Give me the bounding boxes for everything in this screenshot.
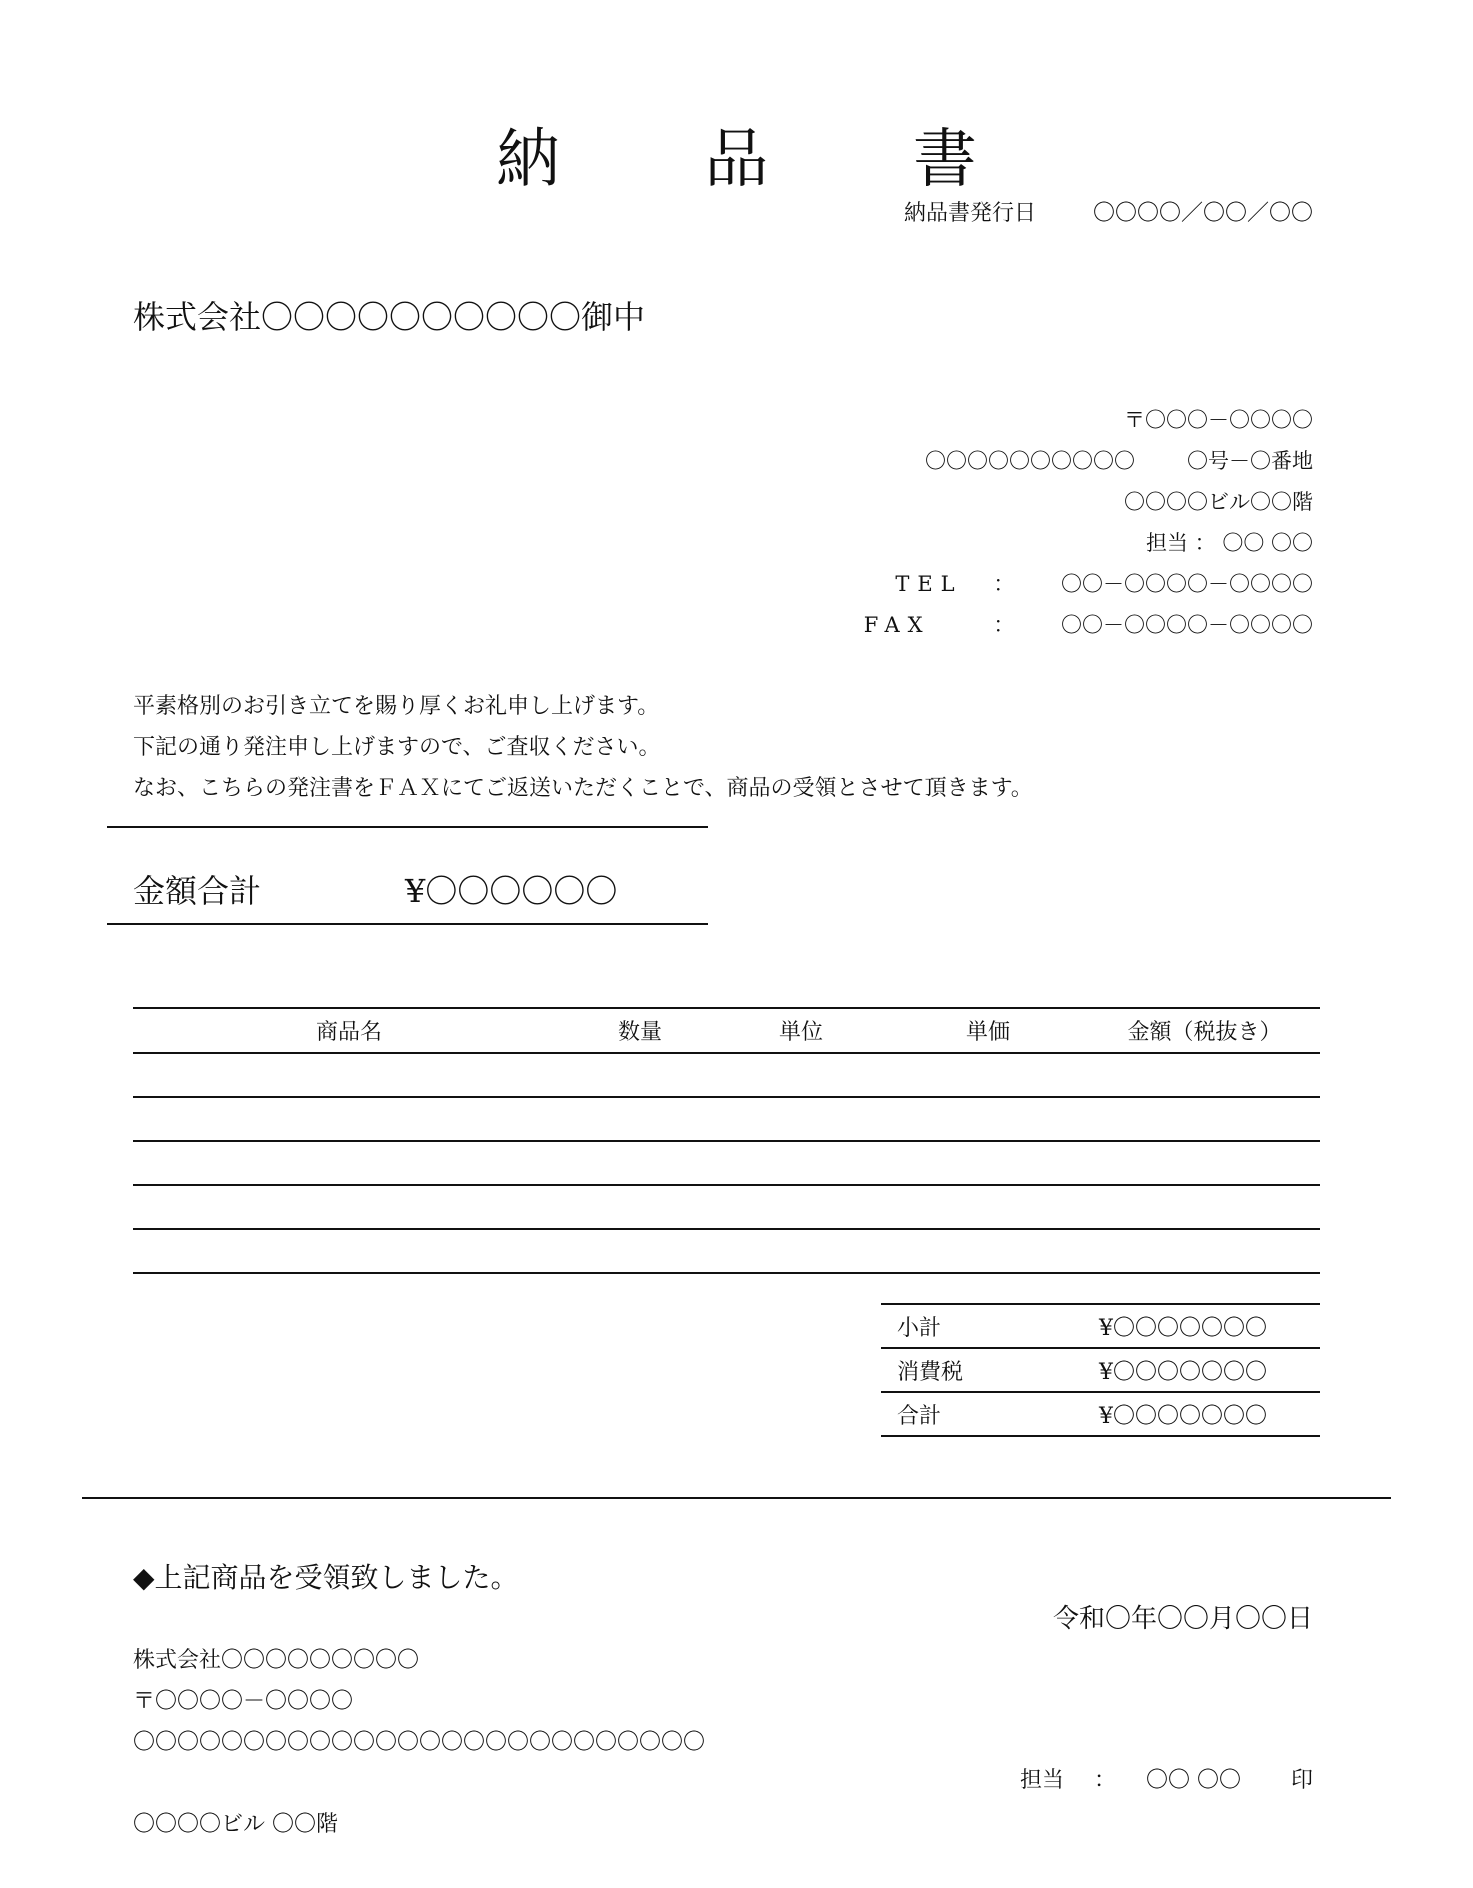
header-product-name: 商品名: [133, 1008, 565, 1053]
message-line-1: 平素格別のお引き立てを賜り厚くお礼申し上げます。: [133, 694, 660, 719]
grand-total-label: 合計: [881, 1392, 1089, 1436]
table-row: [133, 1141, 1320, 1185]
header-amount: 金額（税抜き）: [1089, 1008, 1320, 1053]
items-table: [133, 1007, 1320, 1274]
table-row: [133, 1185, 1320, 1229]
receipt-company: 株式会社〇〇〇〇〇〇〇〇〇: [133, 1648, 420, 1673]
section-divider: [82, 1497, 1391, 1499]
header-unit-price: 単価: [887, 1008, 1089, 1053]
total-value: ¥〇〇〇〇〇〇: [405, 872, 618, 910]
table-row: [133, 1053, 1320, 1097]
tax-row: [881, 1348, 1320, 1392]
sender-block: [864, 400, 1313, 646]
sender-tel: [864, 564, 1313, 605]
receipt-person-colon: ：: [1093, 1768, 1116, 1793]
sender-building: 〇〇〇〇ビル〇〇階: [1124, 490, 1313, 514]
receipt-address-line: [133, 1722, 705, 1845]
message-line-2: 下記の通り発注申し上げますので、ご査収ください。: [133, 735, 661, 760]
sender-fax: [864, 605, 1313, 646]
total-label: 金額合計: [133, 872, 262, 910]
fax-colon: ：: [993, 613, 1015, 637]
document-title: 納 品 書: [496, 123, 1039, 197]
header-unit: 単位: [715, 1008, 887, 1053]
subtotal-row: [881, 1304, 1320, 1348]
receipt-signature-line: [1020, 1763, 1313, 1794]
table-row: [133, 1229, 1320, 1273]
fax-label: FAX: [863, 613, 931, 637]
grand-total-value: ¥〇〇〇〇〇〇〇: [1089, 1392, 1320, 1436]
header-quantity: 数量: [565, 1008, 715, 1053]
sender-person: 担当 ： 〇〇 〇〇: [1145, 531, 1313, 555]
sender-address: [864, 441, 1313, 482]
addressee: 株式会社〇〇〇〇〇〇〇〇〇〇御中: [133, 298, 646, 336]
summary-table: [881, 1303, 1320, 1437]
table-row: [133, 1097, 1320, 1141]
receipt-person-name: 〇〇 〇〇: [1145, 1768, 1241, 1793]
fax-value: 〇〇－〇〇〇〇－〇〇〇〇: [1061, 613, 1313, 637]
issue-date-value: 〇〇〇〇／〇〇／〇〇: [1092, 201, 1313, 226]
items-header-row: [133, 1008, 1320, 1053]
receipt-person-label: 担当: [1019, 1768, 1064, 1793]
receipt-address: 〇〇〇〇〇〇〇〇〇〇〇〇〇〇〇〇〇〇〇〇〇〇〇〇〇〇: [133, 1730, 706, 1755]
message-line-3: なお、こちらの発注書をＦＡＸにてご返送いただくことで、商品の受領とさせて頂きます。: [133, 776, 1033, 801]
receipt-heading: ◆上記商品を受領致しました。: [133, 1561, 519, 1594]
tel-colon: ：: [993, 572, 1015, 596]
receipt-postal: 〒〇〇〇〇－〇〇〇〇: [133, 1689, 354, 1714]
sender-postal: 〒〇〇〇－〇〇〇〇: [1124, 408, 1313, 432]
receipt-date: 令和〇年〇〇月〇〇日: [1052, 1604, 1313, 1634]
seal-mark: 印: [1290, 1768, 1313, 1793]
greeting-message: [133, 686, 1033, 809]
subtotal-label: 小計: [881, 1304, 1089, 1348]
issue-date-label: 納品書発行日: [903, 201, 1036, 226]
tax-value: ¥〇〇〇〇〇〇〇: [1089, 1348, 1320, 1392]
tel-value: 〇〇－〇〇〇〇－〇〇〇〇: [1061, 572, 1313, 596]
tel-label: TEL: [895, 572, 963, 596]
sender-address-2: 〇号－〇番地: [1187, 449, 1313, 473]
total-top-rule: [107, 826, 708, 828]
subtotal-value: ¥〇〇〇〇〇〇〇: [1089, 1304, 1320, 1348]
receipt-building: 〇〇〇〇ビル 〇〇階: [133, 1812, 338, 1837]
receipt-customer: [133, 1640, 705, 1845]
issue-date: [904, 196, 1313, 227]
tax-label: 消費税: [881, 1348, 1089, 1392]
sender-address-1: 〇〇〇〇〇〇〇〇〇〇: [925, 449, 1135, 473]
total-bottom-rule: [107, 923, 708, 925]
grand-total-row: [881, 1392, 1320, 1436]
